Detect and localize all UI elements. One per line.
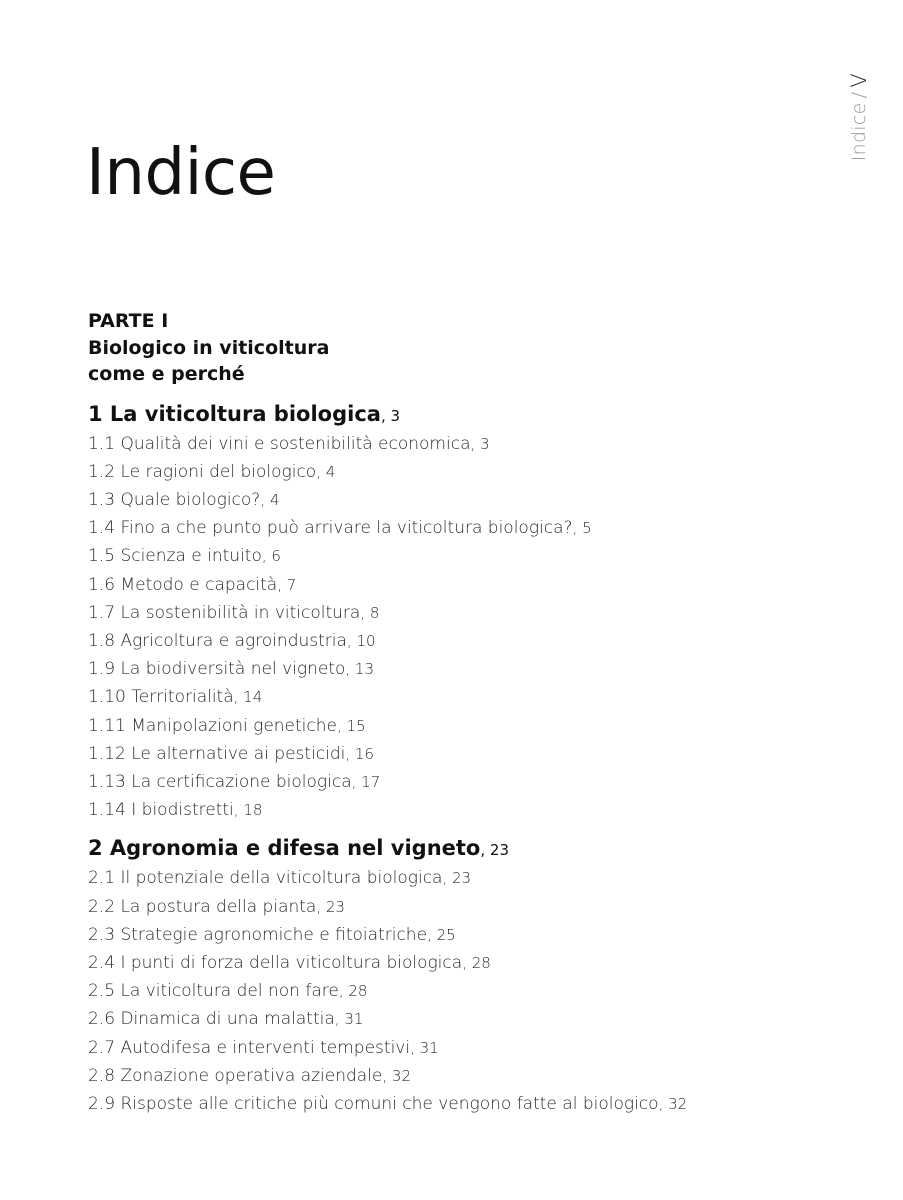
toc-entry[interactable] (88, 1005, 878, 1033)
toc-entry[interactable] (88, 893, 878, 921)
toc-entry-page: , 23 (316, 897, 345, 916)
toc-entry-title: 1.5 Scienza e intuito (88, 546, 262, 567)
table-of-contents (88, 308, 878, 1118)
page-number: V (847, 73, 871, 88)
toc-entry-page: , 31 (410, 1038, 439, 1057)
running-header (842, 73, 876, 173)
toc-entry-page: , 28 (338, 982, 368, 1001)
toc-entry-title: 2.9 Risposte alle critiche più comuni che vengono fatte al biologico (88, 1093, 659, 1114)
toc-entry[interactable] (88, 949, 878, 977)
toc-entry-title: 2.1 Il potenziale della viticoltura biologica (88, 868, 443, 889)
toc-entry-title: 2.2 La postura della pianta (88, 896, 317, 917)
toc-entry-title: 2.8 Zonazione operativa aziendale (88, 1065, 383, 1086)
toc-entry-page: , 3 (470, 434, 490, 453)
toc-entry-page: , 7 (277, 575, 297, 594)
toc-entry-page: , 31 (334, 1010, 364, 1029)
toc-entry-page: , 14 (233, 688, 263, 707)
section-list (88, 864, 878, 1118)
running-header-separator: / (848, 91, 870, 99)
part-subtitle-line-1: Biologico in viticoltura (88, 336, 330, 359)
toc-entry-page: , 32 (382, 1066, 412, 1085)
toc-entry-page: , 18 (233, 801, 263, 820)
toc-entry-page: , 15 (336, 716, 366, 735)
toc-entry[interactable] (88, 977, 878, 1005)
toc-entry[interactable] (88, 1034, 878, 1062)
toc-entry-page: , 23 (442, 869, 472, 888)
toc-entry-page: , 8 (360, 603, 380, 622)
toc-entry[interactable] (88, 740, 878, 768)
part-subtitle-line-2: come e perché (88, 363, 245, 385)
toc-entry[interactable] (88, 864, 878, 892)
running-header-section: Indice (848, 102, 870, 162)
chapter-heading[interactable] (88, 832, 878, 866)
toc-entry[interactable] (88, 796, 878, 824)
toc-entry-title: 2.7 Autodifesa e interventi tempestivi (88, 1037, 411, 1058)
toc-entry-page: , 25 (427, 925, 456, 944)
toc-entry[interactable] (88, 430, 878, 458)
toc-entry[interactable] (88, 1062, 878, 1090)
chapter-title: 1 La viticoltura biologica (88, 401, 381, 426)
toc-entry-title: 1.9 La biodiversità nel vigneto (88, 659, 346, 680)
toc-entry-title: 1.4 Fino a che punto può arrivare la viticoltura biologica? (88, 518, 573, 539)
section-list (88, 430, 878, 825)
part-heading (88, 308, 878, 388)
toc-entry[interactable] (88, 768, 878, 796)
toc-entry-page: , 32 (658, 1094, 688, 1113)
part-label: PARTE I (88, 310, 169, 332)
toc-entry-page: , 4 (316, 462, 336, 481)
page-title: Indice (86, 136, 276, 210)
toc-entry-page: , 16 (345, 744, 374, 763)
toc-entry-title: 1.12 Le alternative ai pesticidi (88, 743, 346, 764)
toc-entry-title: 1.1 Qualità dei vini e sostenibilità economica (88, 433, 471, 454)
chapter-page: , 3 (380, 406, 401, 425)
toc-entry[interactable] (88, 599, 878, 627)
toc-entry-page: , 10 (346, 631, 376, 650)
toc-entry[interactable] (88, 921, 878, 949)
toc-entry[interactable] (88, 627, 878, 655)
chapter-list (88, 398, 878, 1119)
toc-entry-title: 1.14 I biodistretti (88, 800, 234, 821)
chapter-title: 2 Agronomia e difesa nel vigneto (88, 836, 481, 861)
toc-entry-title: 1.7 La sostenibilità in viticoltura (88, 602, 361, 623)
toc-entry[interactable] (88, 542, 878, 570)
toc-entry-page: , 5 (572, 519, 592, 538)
toc-entry-title: 1.10 Territorialità (88, 687, 234, 708)
toc-entry-title: 2.4 I punti di forza della viticoltura biologica (88, 952, 463, 973)
chapter-page: , 23 (480, 841, 509, 860)
toc-entry-title: 1.3 Quale biologico? (88, 489, 261, 510)
toc-entry-title: 2.5 La viticoltura del non fare (88, 981, 339, 1002)
toc-entry-title: 1.11 Manipolazioni genetiche (88, 715, 337, 736)
toc-entry-title: 1.13 La certificazione biologica (88, 771, 352, 792)
toc-entry-page: , 28 (462, 953, 491, 972)
toc-entry[interactable] (88, 514, 878, 542)
toc-entry[interactable] (88, 712, 878, 740)
toc-entry[interactable] (88, 1090, 878, 1118)
toc-entry[interactable] (88, 655, 878, 683)
toc-entry[interactable] (88, 683, 878, 711)
toc-entry[interactable] (88, 486, 878, 514)
toc-entry-page: , 17 (351, 772, 381, 791)
chapter-heading[interactable] (88, 398, 878, 432)
toc-entry-title: 1.6 Metodo e capacità (88, 574, 278, 595)
toc-entry[interactable] (88, 571, 878, 599)
toc-entry-title: 2.6 Dinamica di una malattia (88, 1009, 335, 1030)
toc-entry-page: , 4 (260, 490, 280, 509)
toc-entry-title: 1.2 Le ragioni del biologico (88, 461, 317, 482)
toc-entry-title: 2.3 Strategie agronomiche e fitoiatriche (88, 924, 428, 945)
toc-entry-title: 1.8 Agricoltura e agroindustria (88, 630, 347, 651)
toc-entry[interactable] (88, 458, 878, 486)
toc-entry-page: , 13 (345, 660, 375, 679)
toc-entry-page: , 6 (261, 547, 281, 566)
